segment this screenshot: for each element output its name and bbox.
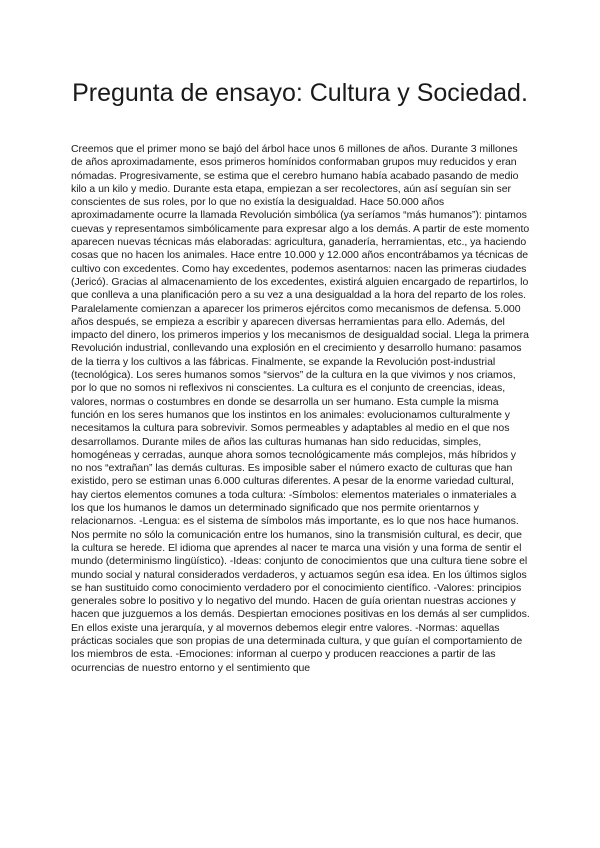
document-title: Pregunta de ensayo: Cultura y Sociedad. [72,79,528,107]
document-body-paragraph: Creemos que el primer mono se bajó del árbol hace unos 6 millones de años. Durante 3 millones de años aproximadamente, esos primeros homínidos conformaban grupos muy reducidos y eran nómadas. Progresivamente, se estima que el cerebro humano había acabado pasando de medio kilo a un kilo y medio. Durante esta etapa, empiezan a ser recolectores, aún así seguían sin ser conscientes de sus roles, por lo que no existía la desigualdad. Hace 50.000 años aproximadamente ocurre la llamada Revolución simbólica (ya seríamos “más humanos”): pintamos cuevas y representamos simbólicamente para expresar algo a los demás. A partir de este momento aparecen nuevas técnicas más elaboradas: agricultura, ganadería, herramientas, etc., ya haciendo cosas que no hacen los animales. Hace entre 10.000 y 12.000 años encontrábamos ya técnicas de cultivo con excedentes. Como hay excedentes, podemos asentarnos: nacen las primeras ciudades (Jericó). Gracias al almacenamiento de los excedentes, existirá alguien encargado de repartirlos, lo que conlleva a una planificación pero a su vez a una desigualdad a la hora del reparto de los roles. Paralelamente comienzan a aparecer los primeros ejércitos como mecanismos de defensa. 5.000 años después, se empieza a escribir y aparecen diversas herramientas para ello. Además, del impacto del dinero, los primeros imperios y los mecanismos de desigualdad social. Llega la primera Revolución industrial, conllevando una explosión en el crecimiento y desarrollo humano: pasamos de la tierra y los cultivos a las fábricas. Finalmente, se expande la Revolución post-industrial (tecnológica). Los seres humanos somos “siervos” de la cultura en la que vivimos y nos criamos, por lo que no somos ni reflexivos ni conscientes. La cultura es el conjunto de creencias, ideas, valores, normas o costumbres en donde se desarrolla un ser humano. Esta cumple la misma función en los seres humanos que los instintos en los animales: evolucionamos culturalmente y necesitamos la cultura para sobrevivir. Somos permeables y adaptables al medio en el que nos desarrollamos. Durante miles de años las culturas humanas han sido reducidas, simples, homogéneas y cerradas, aunque ahora somos tecnológicamente más complejos, más híbridos y no nos “extrañan” las demás culturas. Es imposible saber el número exacto de culturas que han existido, pero se estiman unas 6.000 culturas diferentes. A pesar de la enorme variedad cultural, hay ciertos elementos comunes a toda cultura: -Símbolos: elementos materiales o inmateriales a los que los humanos le damos un determinado significado que nos permite orientarnos y relacionarnos. -Lengua: es el sistema de símbolos más importante, es lo que nos hace humanos. Nos permite no sólo la comunicación entre los humanos, sino la transmisión cultural, es decir, que la cultura se herede. El idioma que aprendes al nacer te marca una visión y una forma de sentir el mundo (determinismo lingüístico). -Ideas: conjunto de conocimientos que una cultura tiene sobre el mundo social y natural considerados verdaderos, y actuamos según esa idea. En los últimos siglos se han sustituido como conocimiento verdadero por el conocimiento científico. -Valores: principios generales sobre lo positivo y lo negativo del mundo. Hacen de guía orientan nuestras acciones y hacen que juzguemos a los demás. Despiertan emociones positivas en los demás al ser cumplidos. En ellos existe una jerarquía, y al movernos debemos elegir entre valores. -Normas: aquellas prácticas sociales que son propias de una determinada cultura, y que guían el comportamiento de los miembros de esta. -Emociones: informan al cuerpo y producen reacciones a partir de las ocurrencias de nuestro entorno y el sentimiento que [71,143,530,674]
